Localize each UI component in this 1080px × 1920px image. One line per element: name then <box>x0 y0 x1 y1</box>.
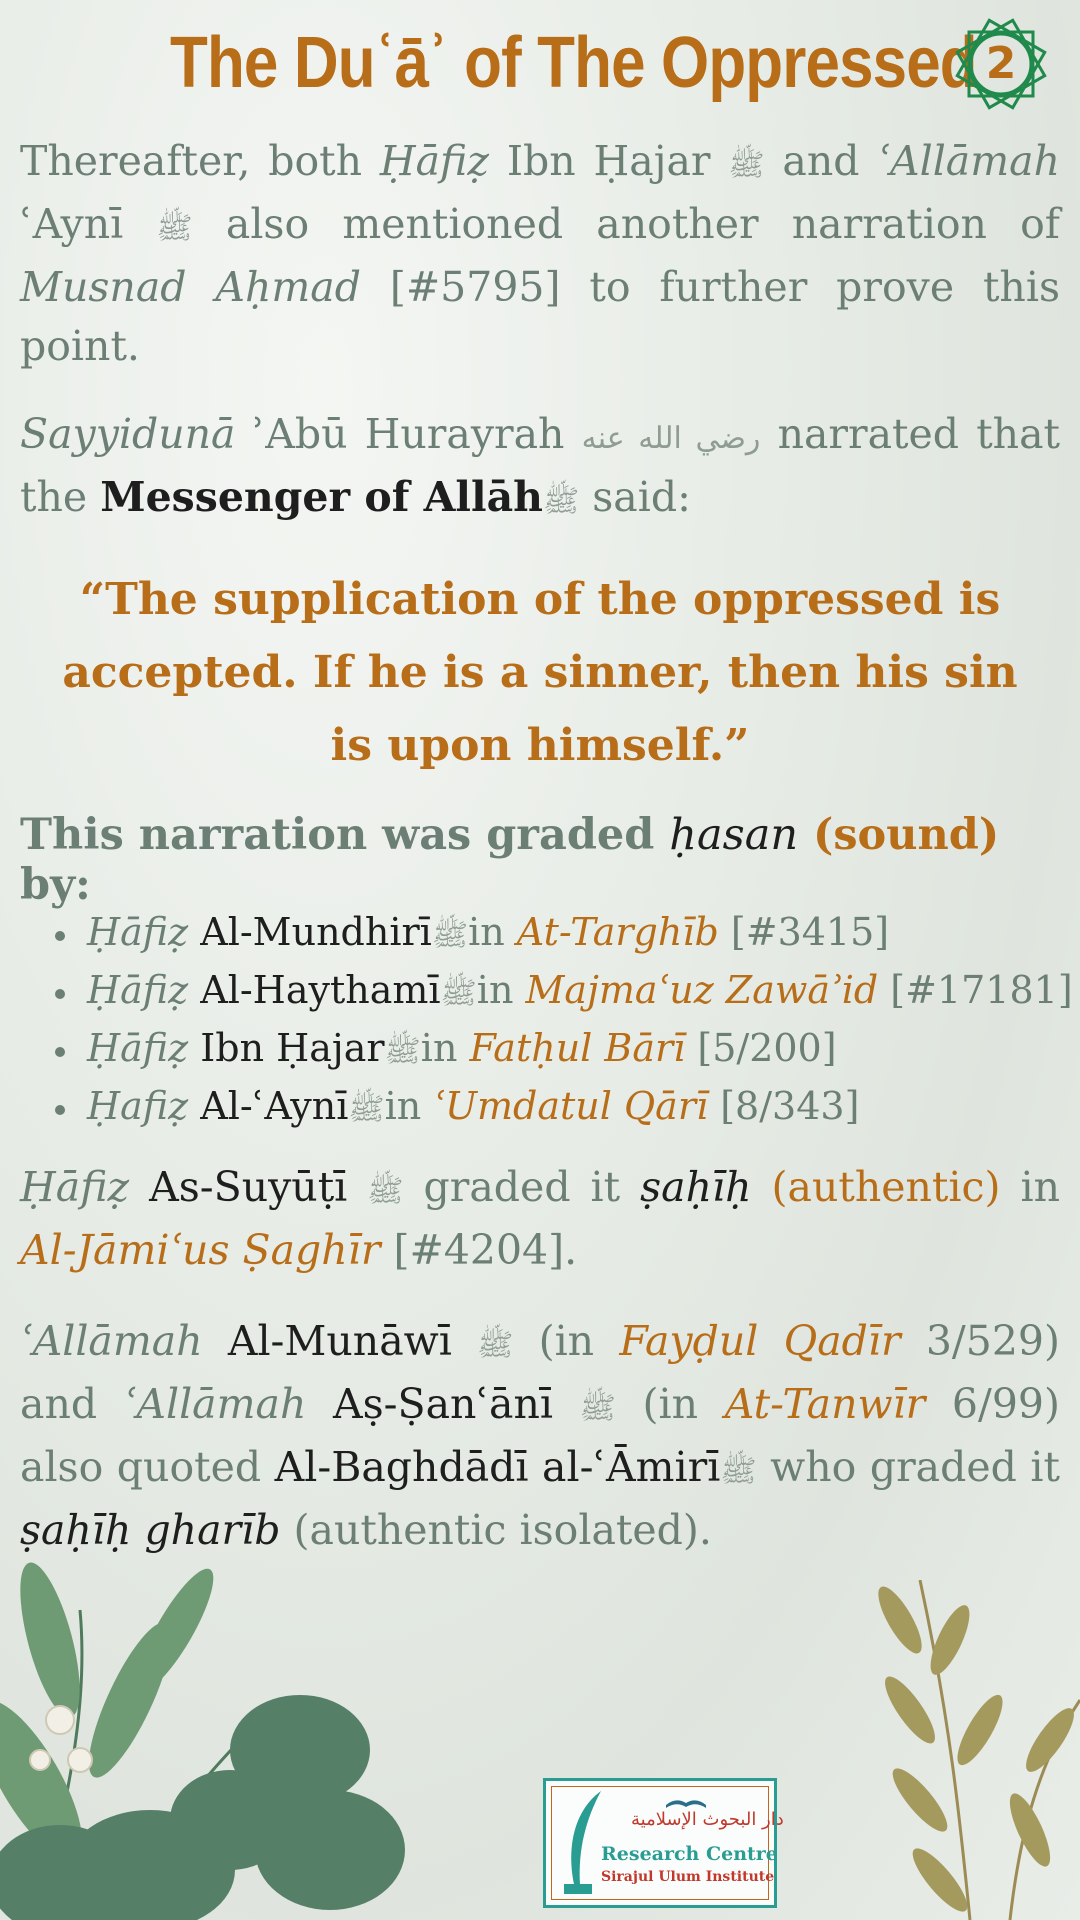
text-span: (in <box>615 1380 725 1428</box>
bullet-icon <box>55 931 65 941</box>
book-title: At-Tanwīr <box>724 1380 926 1428</box>
honorific-icon: ﷺ <box>579 1391 616 1426</box>
text-span: (in <box>513 1317 620 1365</box>
title-hafiz: Ḥāfiẓ <box>87 910 189 954</box>
eucalyptus-leaves-icon <box>0 1520 440 1920</box>
title-allamah: ʿAllāmah <box>123 1380 307 1428</box>
honorific-icon: ﷺ <box>348 1092 385 1127</box>
book-title: Majmaʿuz Zawāʾid <box>525 968 879 1012</box>
text-span: in <box>1000 1163 1060 1211</box>
text-span: graded it <box>403 1163 641 1211</box>
scholar-name: Al-Munāwī <box>202 1317 478 1365</box>
text-span: also mentioned another narration of <box>192 200 1060 248</box>
logo-arabic-text: دار البحوث الإسلامية <box>631 1809 784 1830</box>
honorific-icon: ﷺ <box>440 976 477 1011</box>
text-span: ʿAynī <box>20 200 157 248</box>
quill-icon <box>556 1789 606 1899</box>
title-allamah: ʿAllāmah <box>20 1317 203 1365</box>
grade-term: ḥasan <box>669 810 799 860</box>
page-title: The Duʿāʾ of The Oppressed <box>170 23 977 103</box>
text-span: in <box>476 968 526 1012</box>
suyuti-paragraph <box>20 1158 1060 1280</box>
book-title: Fayḍul Qadīr <box>619 1317 901 1365</box>
list-item <box>55 905 1065 963</box>
scholar-name: As-Suyūṭī <box>129 1163 368 1211</box>
text-span: Thereafter, both <box>20 137 380 185</box>
text-span: in <box>420 1026 470 1070</box>
olive-branch-icon <box>850 1580 1080 1920</box>
honorific-icon: ﷺ <box>477 1328 514 1363</box>
book-title: At-Targhīb <box>516 910 719 954</box>
scholar-name: Al-ʿAynī <box>188 1084 349 1128</box>
honorific-icon: ﷺ <box>367 1174 404 1209</box>
text-span: in <box>468 910 517 954</box>
honorific-icon: رضي الله عنه <box>581 421 761 456</box>
title-hafiz: Ḥāfiẓ <box>87 1026 189 1070</box>
scholar-name: Ibn Ḥajar <box>188 1026 385 1070</box>
text-span: by: <box>20 860 91 910</box>
hadith-quote: “The supplication of the oppressed is accepted. If he is a sinner, then his sin is upon himself.” <box>62 574 1018 771</box>
reference: [#3415] <box>718 910 890 954</box>
scholar-name: Al-Mundhirī <box>188 910 432 954</box>
logo-subtitle: Sirajul Ulum Institute <box>601 1869 775 1885</box>
grade-translation: (authentic) <box>751 1163 1001 1211</box>
reference: [5/200] <box>685 1026 837 1070</box>
messenger-name: Messenger of Allāh <box>100 473 543 521</box>
text-span: who graded it <box>756 1443 1060 1491</box>
graded-heading <box>20 810 1060 910</box>
page-number-badge <box>945 8 1057 120</box>
scholar-name: Aṣ-Ṣanʿānī <box>306 1380 580 1428</box>
text-span: narrated that the <box>20 410 1060 521</box>
text-span: (authentic isolated). <box>280 1506 712 1554</box>
text-span: Ibn Ḥajar <box>489 137 729 185</box>
grade-translation: (sound) <box>798 810 1000 860</box>
reference: [#4204]. <box>380 1226 578 1274</box>
list-item <box>55 963 1073 1021</box>
bullet-icon <box>55 989 65 999</box>
book-title: Al-Jāmiʿus Ṣaghīr <box>20 1226 381 1274</box>
logo-name: Research Centre <box>601 1843 778 1865</box>
intro-paragraph <box>20 132 1060 376</box>
text-span: 3/529) and <box>20 1317 1060 1428</box>
graders-list <box>55 905 1073 1137</box>
reference: [8/343] <box>708 1084 860 1128</box>
text-span: [#5795] to further prove this point. <box>20 263 1060 370</box>
book-icon <box>664 1789 708 1809</box>
honorific-icon: ﷺ <box>720 1454 757 1489</box>
honorific-icon: ﷺ <box>431 918 469 953</box>
title-hafiz: Ḥāfiẓ <box>87 968 189 1012</box>
honorific-icon: ﷺ <box>728 148 765 183</box>
title-hafiz: Ḥāfiẓ <box>379 137 490 185</box>
badge-number: 2 <box>985 38 1017 89</box>
title-allamah: ʿAllāmah <box>877 137 1060 185</box>
book-title: Musnad Aḥmad <box>20 263 361 311</box>
honorific-icon: ﷺ <box>542 484 580 519</box>
scholar-name: Al-Baghdādī al-ʿĀmirī <box>274 1443 721 1491</box>
narrator-paragraph <box>20 405 1060 531</box>
text-span: and <box>764 137 878 185</box>
bullet-icon <box>55 1105 65 1115</box>
text-span: said: <box>579 473 691 521</box>
list-item <box>55 1079 1065 1137</box>
honorific-icon: ﷺ <box>384 1034 421 1069</box>
research-centre-logo <box>543 1778 784 1908</box>
title-sayyiduna: Sayyidunā <box>20 410 236 458</box>
text-span: ʾAbū Hurayrah <box>235 410 582 458</box>
text-span: This narration was graded <box>20 810 670 860</box>
text-span: in <box>384 1084 434 1128</box>
book-title: ʿUmdatul Qārī <box>433 1084 709 1128</box>
grade-term: ṣaḥīḥ <box>640 1163 752 1211</box>
reference: [#17181] <box>878 968 1073 1012</box>
bullet-icon <box>55 1047 65 1057</box>
text-span: 6/99) also quoted <box>20 1380 1060 1491</box>
honorific-icon: ﷺ <box>156 211 193 246</box>
list-item <box>55 1021 1065 1079</box>
book-title: Fatḥul Bārī <box>469 1026 686 1070</box>
title-hafiz: Ḥāfiẓ <box>20 1163 130 1211</box>
title-hafiz: Ḥafiẓ <box>87 1084 189 1128</box>
grade-term: ṣaḥīḥ gharīb <box>20 1506 281 1554</box>
scholar-name: Al-Haythamī <box>188 968 441 1012</box>
